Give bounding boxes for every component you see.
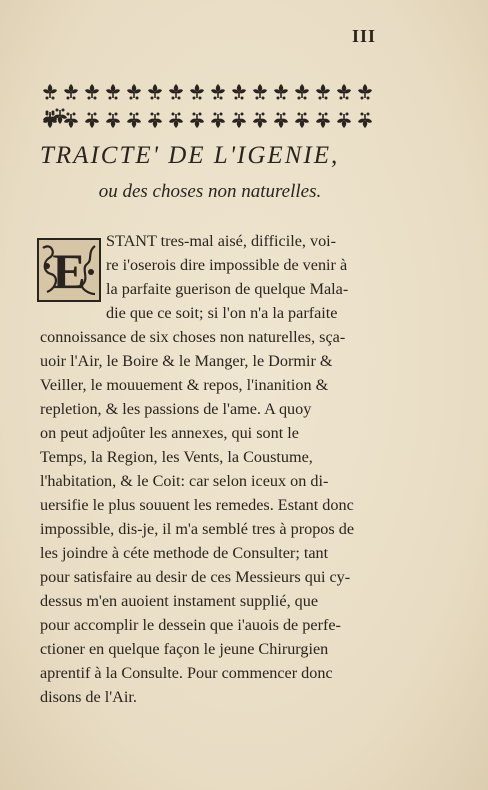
chapter-title: TRAICTE' DE L'IGENIE, [40, 142, 340, 169]
text-line: on peut adjoûter les annexes, qui sont le [40, 424, 299, 442]
text-line: ctioner en quelque façon le jeune Chirurgien [40, 640, 329, 658]
text-line: pour accomplir le dessein que i'auois de perfe- [40, 616, 341, 634]
text-line: la parfaite guerison de quelque Mala- [106, 280, 349, 298]
text-line: uersifie le plus souuent les remedes. Estant donc [40, 496, 354, 514]
text-line: Temps, la Region, les Vents, la Coustume, [40, 448, 313, 466]
decorated-drop-cap-icon [37, 238, 101, 302]
text-line: pour satisfaire au desir de ces Messieurs qui cy- [40, 568, 351, 586]
text-line: l'habitation, & le Coit: car selon iceux on di- [40, 472, 329, 490]
text-line: uoir l'Air, le Boire & le Manger, le Dormir & [40, 352, 333, 370]
drop-cap-letter: E [52, 243, 86, 299]
chapter-subtitle: ou des choses non naturelles. [98, 181, 322, 202]
text-line: die que ce soit; si l'on n'a la parfaite [106, 304, 338, 322]
text-line: dessus m'en auoient instament supplié, que [40, 592, 319, 610]
text-line: re i'oserois dire impossible de venir à [106, 256, 348, 274]
fleuron-band-icon [40, 78, 376, 134]
text-line: repletion, & les passions de l'ame. A quoy [40, 400, 312, 418]
text-line: Veiller, le mouuement & repos, l'inanition & [40, 376, 329, 394]
text-line: connoissance de six choses non naturelles, sça- [40, 328, 346, 346]
text-line: STANT tres-mal aisé, difficile, voi- [106, 232, 337, 250]
text-line: aprentif à la Consulte. Pour commencer donc [40, 664, 333, 682]
text-line: impossible, dis-je, il m'a semblé tres à propos de [40, 520, 355, 538]
page-number: III [352, 26, 377, 46]
text-line: disons de l'Air. [40, 688, 137, 706]
text-line: les joindre à céte methode de Consulter; tant [40, 544, 329, 562]
